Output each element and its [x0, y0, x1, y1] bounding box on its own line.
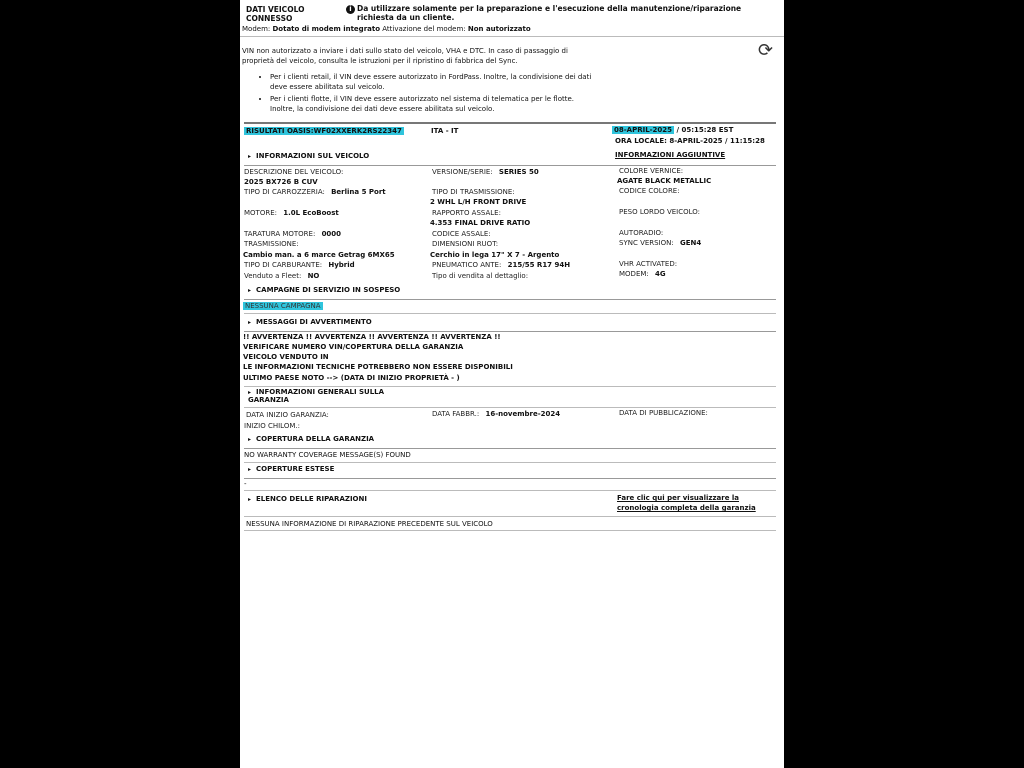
wheel-label: DIMENSIONI RUOT:	[432, 240, 499, 248]
campaigns-value: NESSUNA CAMPAGNA	[245, 302, 321, 310]
vin-text-line-2: proprietà del veicolo, consulta le istruzioni per il ripristino di fabbrica del Sync.	[242, 57, 518, 66]
coverage-value: NO WARRANTY COVERAGE MESSAGE(S) FOUND	[244, 451, 411, 459]
vehicle-desc-label: DESCRIZIONE DEL VEICOLO:	[244, 168, 344, 176]
warranty-history-link[interactable]: Fare clic qui per visualizzare la cronologia completa della garanzia	[617, 494, 756, 513]
warning-line: LE INFORMAZIONI TECNICHE POTREBBERO NON ESSERE DISPONIBILI	[243, 363, 513, 372]
fuel-row: TIPO DI CARBURANTE: Hybrid	[244, 261, 355, 269]
warning-line: VEICOLO VENDUTO IN	[243, 353, 329, 362]
sync-row: SYNC VERSION: GEN4	[619, 239, 702, 247]
vhr-label: VHR ACTIVATED:	[619, 260, 678, 268]
warning-line: !! AVVERTENZA !! AVVERTENZA !! AVVERTENZA !! AVVERTENZA !!	[243, 333, 501, 341]
coverage-header: ▸ COPERTURA DELLA GARANZIA	[244, 434, 776, 449]
weight-label: PESO LORDO VEICOLO:	[619, 208, 701, 216]
report-date: 08-APRIL-2025 / 05:15:28 EST	[614, 126, 734, 134]
vehicle-info-header: ▸ INFORMAZIONI SUL VEICOLO	[244, 151, 776, 166]
warnings-header: ▸ MESSAGGI DI AVVERTIMENTO	[244, 317, 776, 332]
warnings-text	[243, 332, 513, 383]
fleet-row: Venduto a Fleet: NO	[244, 272, 320, 280]
warranty-start-label: DATA INIZIO GARANZIA:	[246, 411, 329, 419]
vehicle-desc-value: 2025 BX726 B CUV	[244, 178, 318, 186]
repairs-value: NESSUNA INFORMAZIONE DI RIPARAZIONE PRECEDENTE SUL VEICOLO	[246, 520, 493, 528]
extended-coverage-header: ▸ COPERTURE ESTESE	[244, 464, 776, 479]
trans-type-label: TIPO DI TRASMISSIONE:	[432, 188, 515, 196]
modem-activation-value: Non autorizzato	[467, 25, 531, 33]
campaigns-header: ▸ CAMPAGNE DI SERVIZIO IN SOSPESO	[244, 285, 776, 300]
warning-line: ULTIMO PAESE NOTO --> (DATA DI INIZIO PROPRIETÀ - )	[243, 373, 460, 382]
extended-coverage-value: -	[244, 480, 247, 488]
transmission-label: TRASMISSIONE:	[244, 240, 299, 248]
connected-data-label	[246, 6, 304, 23]
modem-row	[242, 25, 531, 34]
axle-ratio-value: 4.353 FINAL DRIVE RATIO	[430, 219, 531, 227]
report-date-value: 08-APRIL-2025	[614, 126, 673, 134]
radio-label: AUTORADIO:	[619, 229, 664, 237]
usage-notice: Da utilizzare solamente per la preparazione e l'esecuzione della manutenzione/riparazione richiesta da un cliente.	[357, 4, 742, 22]
connected-label-line-2: CONNESSO	[246, 13, 293, 23]
vin-text-line-1: VIN non autorizzato a inviare i dati sullo stato del veicolo, VHA e DTC. In caso di passaggio di	[242, 47, 568, 55]
report-time-est: 05:15:28 EST	[681, 126, 734, 134]
info-icon: i	[346, 5, 355, 14]
vin-authorization-text	[242, 46, 568, 66]
repairs-header: ▸ ELENCO DELLE RIPARAZIONI	[244, 494, 776, 508]
retail-sale-label: Tipo di vendita al dettaglio:	[432, 272, 529, 280]
locale-label: ITA - IT	[431, 127, 459, 135]
bullet-fleet: • Per i clienti flotte, il VIN deve essere autorizzato nel sistema di telematica per le flotte. Inoltre, la condivisione dei dati deve essere abilitata sul veicolo.	[270, 94, 600, 114]
axle-code-label: CODICE ASSALE:	[432, 230, 491, 238]
wheel-value: Cerchio in lega 17" X 7 - Argento	[430, 251, 560, 259]
axle-ratio-label: RAPPORTO ASSALE:	[432, 209, 501, 217]
warning-line: VERIFICARE NUMERO VIN/COPERTURA DELLA GARANZIA	[243, 343, 464, 352]
paint-value: AGATE BLACK METALLIC	[617, 177, 712, 185]
oasis-results-label: RISULTATI OASIS:WF02XXERK2RS22347	[246, 127, 402, 135]
body-type-row: TIPO DI CARROZZERIA: Berlina 5 Port	[244, 188, 386, 196]
trans-type-value: 2 WHL L/H FRONT DRIVE	[430, 198, 527, 206]
color-code-label: CODICE COLORE:	[619, 187, 680, 195]
connected-label-line-1: DATI VEICOLO	[246, 5, 305, 14]
authorization-bullets	[254, 72, 600, 117]
paint-label: COLORE VERNICE:	[619, 167, 684, 175]
modem-activation-label: Attivazione del modem:	[382, 25, 466, 33]
document-page	[240, 0, 784, 768]
additional-info-title: INFORMAZIONI AGGIUNTIVE	[615, 151, 726, 159]
engine-cal-row: TARATURA MOTORE: 0000	[244, 230, 342, 238]
local-time: ORA LOCALE: 8-APRIL-2025 / 11:15:28	[615, 137, 765, 145]
start-km-label: INIZIO CHILOM.:	[244, 422, 300, 430]
warranty-info-header: ▸ INFORMAZIONI GENERALI SULLA GARANZIA	[248, 388, 385, 404]
refresh-icon[interactable]: ⟳	[758, 40, 774, 61]
tyre-row: PNEUMATICO ANTE: 215/55 R17 94H	[432, 261, 571, 269]
bullet-retail: • Per i clienti retail, il VIN deve essere autorizzato in FordPass. Inoltre, la condivisione dei dati deve essere abilitata sul veicolo.	[270, 72, 600, 92]
transmission-value: Cambio man. a 6 marce Getrag 6MX65	[243, 251, 395, 259]
mfg-date-row: DATA FABBR.: 16-novembre-2024	[432, 410, 561, 418]
modem-type-row: MODEM: 4G	[619, 270, 666, 278]
modem-label: Modem:	[242, 25, 271, 33]
publication-date-label: DATA DI PUBBLICAZIONE:	[619, 409, 708, 417]
engine-row: MOTORE: 1.0L EcoBoost	[244, 209, 339, 217]
version-row: VERSIONE/SERIE: SERIES 50	[432, 168, 539, 176]
modem-value: Dotato di modem integrato	[272, 25, 381, 33]
